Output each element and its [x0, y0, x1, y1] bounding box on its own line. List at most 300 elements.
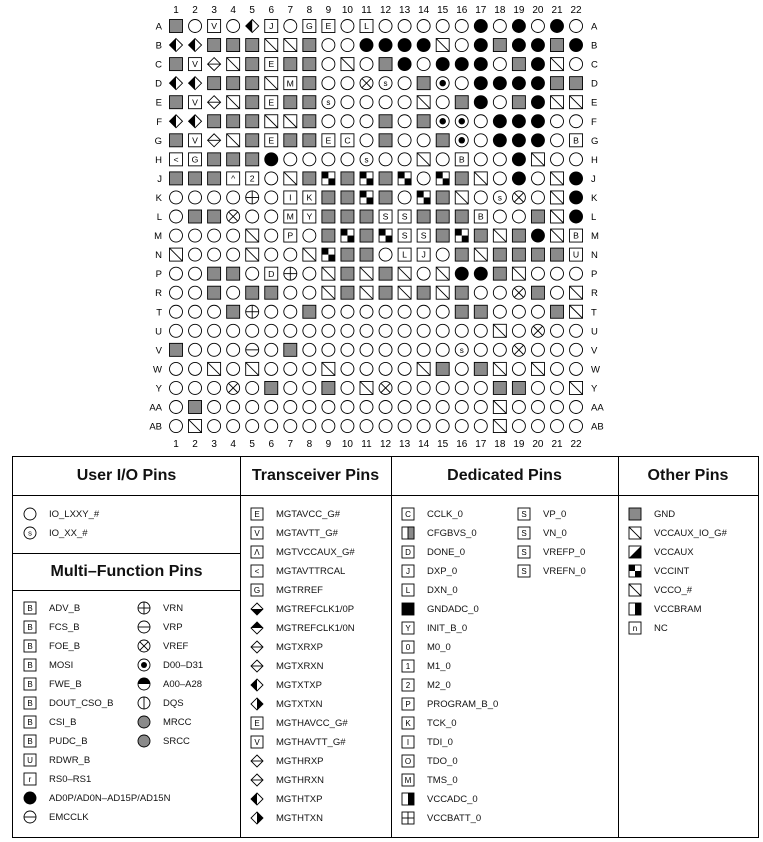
pin [189, 305, 202, 318]
svg-text:E: E [325, 21, 332, 32]
dedicated-title: Dedicated Pins [391, 457, 618, 496]
pin [246, 324, 259, 337]
legend-item [628, 619, 668, 637]
pin [398, 286, 411, 299]
pin [265, 210, 278, 223]
pin [265, 362, 278, 375]
legend-item-label: DQS [163, 697, 184, 709]
pin [170, 420, 183, 433]
legend-item [23, 751, 90, 769]
svg-text:B: B [27, 717, 33, 727]
legend-other-section [618, 457, 758, 837]
column-label: 5 [249, 5, 255, 16]
pin [417, 77, 430, 90]
pin [436, 420, 449, 433]
pin [322, 267, 335, 280]
legend-symbol [250, 640, 264, 654]
pin [208, 420, 221, 433]
legend-item [137, 618, 183, 636]
legend-item [628, 562, 689, 580]
svg-text:P: P [405, 699, 411, 709]
row-label: AB [149, 421, 162, 433]
pin [551, 343, 564, 356]
pin [208, 324, 221, 337]
legend-item [250, 581, 323, 599]
row-label: L [591, 212, 597, 223]
legend-symbol [23, 696, 37, 710]
pin [189, 134, 202, 147]
legend-item-label: D00–D31 [163, 659, 204, 671]
pin [208, 381, 221, 394]
legend-symbol [628, 564, 642, 578]
pin [265, 229, 278, 242]
pin [303, 191, 316, 204]
column-label: 17 [475, 5, 487, 16]
pin [284, 286, 297, 299]
pin [398, 153, 411, 166]
pin [570, 420, 583, 433]
svg-text:E: E [268, 135, 275, 146]
pin [531, 305, 544, 318]
legend-item-label: RS0–RS1 [49, 773, 92, 785]
svg-text:Λ: Λ [254, 547, 260, 557]
pin [170, 267, 183, 280]
legend-item [23, 713, 76, 731]
pin [322, 77, 335, 90]
pin [570, 96, 583, 109]
legend-item [23, 524, 88, 542]
pin [265, 286, 278, 299]
svg-text:G: G [191, 154, 199, 165]
pin [398, 58, 411, 71]
pin [341, 20, 354, 33]
pin [398, 210, 411, 223]
pin [265, 134, 278, 147]
pin [455, 115, 468, 128]
legend-symbol [401, 697, 415, 711]
pin [455, 305, 468, 318]
legend-item-label: MGTXRXN [276, 660, 324, 672]
pin [398, 191, 411, 204]
pin [246, 77, 259, 90]
svg-text:C: C [405, 509, 411, 519]
legend-symbol [137, 734, 151, 748]
svg-text:S: S [420, 230, 427, 241]
pin [512, 267, 525, 280]
pin [284, 96, 297, 109]
pin [208, 153, 221, 166]
pin [531, 153, 544, 166]
pin [189, 229, 202, 242]
pin [436, 305, 449, 318]
legend-symbol [250, 735, 264, 749]
svg-text:B: B [458, 154, 465, 165]
pin [455, 248, 468, 261]
legend-item-label: MGTXRXP [276, 641, 323, 653]
pin [570, 324, 583, 337]
pin [493, 210, 506, 223]
pin [246, 39, 259, 52]
svg-text:S: S [521, 547, 527, 557]
pin [398, 305, 411, 318]
svg-text:U: U [27, 755, 33, 765]
pin [284, 172, 297, 185]
pin [512, 362, 525, 375]
legend-symbol [250, 602, 264, 616]
column-label: 15 [437, 439, 449, 450]
legend-item [401, 581, 458, 599]
row-label: J [157, 173, 162, 185]
pin [227, 229, 240, 242]
legend-symbol [250, 621, 264, 635]
pin [246, 58, 259, 71]
column-label: 22 [570, 5, 582, 16]
pin [398, 420, 411, 433]
pin [493, 381, 506, 394]
pin [246, 229, 259, 242]
pin [341, 39, 354, 52]
legend-symbol [137, 677, 151, 691]
svg-text:J: J [269, 21, 274, 32]
pin [398, 381, 411, 394]
pin [436, 324, 449, 337]
pin [322, 286, 335, 299]
legend-symbol [401, 507, 415, 521]
legend-item [137, 694, 184, 712]
pin [512, 343, 525, 356]
pin [265, 343, 278, 356]
pin [493, 58, 506, 71]
svg-text:E: E [268, 59, 275, 70]
pin [227, 305, 240, 318]
pin [246, 267, 259, 280]
legend-symbol [401, 602, 415, 616]
pin [474, 58, 487, 71]
pin [551, 96, 564, 109]
pin [398, 343, 411, 356]
svg-text:Y: Y [405, 623, 411, 633]
legend-item-label: MGTHRXP [276, 755, 324, 767]
pin [417, 267, 430, 280]
legend-symbol [401, 792, 415, 806]
legend-symbol [401, 545, 415, 559]
pin [227, 20, 240, 33]
pin [227, 420, 240, 433]
pin [531, 96, 544, 109]
legend-symbol [137, 639, 151, 653]
legend-symbol [250, 545, 264, 559]
pin [551, 324, 564, 337]
row-label: W [153, 364, 162, 376]
pin [379, 58, 392, 71]
pin [208, 210, 221, 223]
column-label: 10 [341, 5, 354, 16]
svg-text:L: L [405, 585, 411, 595]
legend-item-label: DXP_0 [427, 565, 458, 577]
pin [170, 324, 183, 337]
legend-item [401, 695, 498, 713]
pin [570, 401, 583, 414]
svg-text:M: M [404, 775, 412, 785]
pin [303, 305, 316, 318]
pin [227, 58, 240, 71]
pin [379, 153, 392, 166]
svg-text:V: V [192, 97, 198, 108]
column-label: 8 [306, 5, 313, 16]
pin [284, 343, 297, 356]
svg-text:U: U [572, 249, 580, 260]
pin [455, 134, 468, 147]
svg-text:1: 1 [405, 661, 411, 671]
legend-item-label: MGTXTXP [276, 679, 322, 691]
pin [246, 20, 259, 33]
svg-text:V: V [254, 737, 260, 747]
legend-item [401, 771, 458, 789]
pin [531, 401, 544, 414]
pin [360, 77, 373, 90]
legend-symbol [628, 526, 642, 540]
pin [379, 324, 392, 337]
legend-item-label: PROGRAM_B_0 [427, 698, 499, 710]
pin [455, 58, 468, 71]
pin [303, 58, 316, 71]
pin [379, 39, 392, 52]
pin [531, 324, 544, 337]
row-label: F [591, 116, 597, 128]
legend-item-label: NC [654, 622, 668, 634]
legend-item [23, 789, 170, 807]
pin [436, 210, 449, 223]
legend-item-label: IO_LXXY_# [49, 508, 100, 520]
pin [398, 96, 411, 109]
pin [303, 343, 316, 356]
pin [246, 305, 259, 318]
pin [360, 420, 373, 433]
pin [265, 115, 278, 128]
column-label: 6 [268, 5, 275, 16]
pin [303, 229, 316, 242]
legend-item-label: MGTAVTT_G# [276, 527, 338, 539]
pin [512, 134, 525, 147]
pin [246, 153, 259, 166]
pin [360, 153, 373, 166]
row-label: N [155, 250, 162, 262]
pin [303, 267, 316, 280]
pin [455, 210, 468, 223]
pin [379, 96, 392, 109]
column-label: 20 [532, 5, 544, 16]
pin [474, 191, 487, 204]
pin [493, 115, 506, 128]
pin [474, 96, 487, 109]
legend-item-label: MGTHRXN [276, 774, 325, 786]
pin [570, 115, 583, 128]
pin [493, 267, 506, 280]
legend-item-label: VRP [163, 621, 183, 633]
pin [531, 191, 544, 204]
pin [417, 39, 430, 52]
pin [474, 381, 487, 394]
legend-item-label: VN_0 [543, 527, 567, 539]
pin [570, 362, 583, 375]
pin [341, 305, 354, 318]
pin [265, 191, 278, 204]
legend-item-label: FOE_B [49, 640, 81, 652]
pin [322, 210, 335, 223]
svg-text:B: B [573, 230, 579, 241]
pin [227, 210, 240, 223]
pin [379, 77, 392, 90]
legend-item-label: SRCC [163, 735, 190, 747]
pin [322, 305, 335, 318]
pin [417, 134, 430, 147]
pin [570, 172, 583, 185]
pin [227, 401, 240, 414]
legend-item-label: VCCO_# [654, 584, 693, 596]
pin [474, 115, 487, 128]
svg-text:E: E [268, 97, 275, 108]
pin [493, 420, 506, 433]
legend-symbol [137, 715, 151, 729]
legend-symbol [250, 659, 264, 673]
pin [284, 362, 297, 375]
pin [360, 267, 373, 280]
svg-text:V: V [211, 21, 217, 32]
legend-symbol [23, 507, 37, 521]
pin [303, 286, 316, 299]
pin [379, 381, 392, 394]
pin [512, 420, 525, 433]
pin [474, 343, 487, 356]
pin [189, 248, 202, 261]
legend-item [401, 790, 478, 808]
legend-item [250, 676, 322, 694]
pin [379, 191, 392, 204]
pin [265, 305, 278, 318]
legend-symbol [137, 601, 151, 615]
pin [531, 362, 544, 375]
legend-item-label: TDO_0 [427, 755, 458, 767]
row-label: B [591, 40, 598, 52]
pin [170, 210, 183, 223]
pin [417, 305, 430, 318]
svg-text:<: < [254, 566, 260, 576]
pin [284, 267, 297, 280]
svg-text:D: D [268, 268, 275, 279]
legend-item-label: DOUT_CSO_B [49, 697, 114, 709]
pin [322, 343, 335, 356]
svg-text:s: s [364, 155, 369, 165]
column-label: 3 [211, 5, 217, 16]
pin [493, 172, 506, 185]
pin [303, 172, 316, 185]
pin [246, 343, 259, 356]
pin [265, 77, 278, 90]
legend-item-label: VREFP_0 [543, 546, 586, 558]
pin [455, 172, 468, 185]
pin [322, 58, 335, 71]
pin [551, 153, 564, 166]
pin [417, 153, 430, 166]
pin [303, 420, 316, 433]
pin [474, 153, 487, 166]
pin [474, 286, 487, 299]
legend-item [517, 543, 585, 561]
svg-text:C: C [344, 135, 351, 146]
pin [265, 39, 278, 52]
pin [474, 324, 487, 337]
pin [170, 172, 183, 185]
legend-item-label: MGTHAVCC_G# [276, 717, 348, 729]
svg-text:0: 0 [405, 642, 411, 652]
legend-item [401, 752, 458, 770]
svg-text:G: G [253, 585, 261, 595]
pin [379, 362, 392, 375]
pin [379, 229, 392, 242]
legend-item [23, 599, 80, 617]
pin [551, 58, 564, 71]
pin [512, 381, 525, 394]
pin [436, 96, 449, 109]
row-label: L [156, 212, 162, 223]
legend-item [401, 505, 463, 523]
pin [379, 401, 392, 414]
svg-text:B: B [27, 603, 33, 613]
pin [189, 96, 202, 109]
pin [303, 381, 316, 394]
pin [512, 286, 525, 299]
legend-item [23, 694, 113, 712]
pin [360, 381, 373, 394]
pin [493, 343, 506, 356]
pin [170, 96, 183, 109]
pin [531, 381, 544, 394]
legend-symbol [401, 811, 415, 825]
pin [493, 153, 506, 166]
legend-item-label: VCCAUX [654, 546, 694, 558]
column-label: 5 [249, 439, 255, 450]
pin [512, 210, 525, 223]
pin [284, 248, 297, 261]
legend-item [23, 732, 88, 750]
pin [398, 77, 411, 90]
pin [208, 305, 221, 318]
legend-item [250, 505, 340, 523]
pin [227, 248, 240, 261]
pin [436, 58, 449, 71]
legend-item-label: MRCC [163, 716, 192, 728]
pin [379, 172, 392, 185]
legend-item-label: VREFN_0 [543, 565, 586, 577]
pin [474, 362, 487, 375]
svg-text:S: S [382, 211, 389, 222]
legend-item [250, 619, 355, 637]
svg-text:M: M [286, 211, 294, 222]
row-label: D [155, 78, 162, 90]
pin [417, 401, 430, 414]
pin [227, 153, 240, 166]
legend-symbol [250, 583, 264, 597]
svg-text:S: S [521, 509, 527, 519]
pin [303, 324, 316, 337]
legend-item-label: CSI_B [49, 716, 77, 728]
pin [379, 210, 392, 223]
pin [493, 362, 506, 375]
pin [170, 362, 183, 375]
pin [227, 343, 240, 356]
legend-symbol [23, 715, 37, 729]
pin [341, 324, 354, 337]
